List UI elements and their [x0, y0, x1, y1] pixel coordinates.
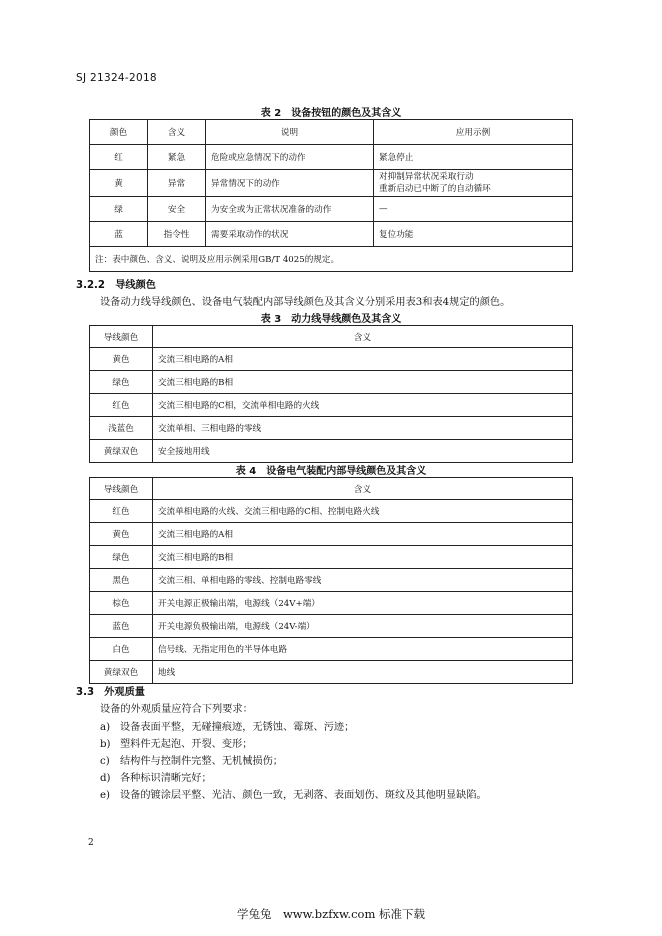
- wire-meaning-cell: 开关电源负极输出端，电源线（24V-端）: [153, 615, 573, 638]
- table-row: [90, 569, 573, 592]
- table3: [89, 325, 573, 463]
- table4-header-color: 导线颜色: [90, 478, 153, 500]
- table2-caption: 表 2 设备按钮的颜色及其含义: [260, 108, 402, 119]
- table-row: [90, 145, 573, 170]
- list-item: [100, 786, 487, 801]
- table-row: [90, 371, 573, 394]
- section-33-heading: 3.3 外观质量: [76, 687, 145, 698]
- section-33-intro: 设备的外观质量应符合下列要求：: [100, 704, 253, 715]
- wire-meaning-cell: 开关电源正极输出端，电源线（24V+端）: [153, 592, 573, 615]
- table-row: [90, 348, 573, 371]
- example-cell: 复位功能: [374, 222, 573, 247]
- wire-meaning-cell: 交流单相、三相电路的零线: [153, 417, 573, 440]
- wire-color-cell: 棕色: [90, 592, 153, 615]
- wire-color-cell: 黄色: [90, 523, 153, 546]
- wire-meaning-cell: 信号线、无指定用色的半导体电路: [153, 638, 573, 661]
- color-cell: 绿: [90, 197, 148, 222]
- wire-color-cell: 红色: [90, 394, 153, 417]
- list-item-label: e): [100, 790, 111, 801]
- table3-header-row: [90, 326, 573, 348]
- wire-color-cell: 黄绿双色: [90, 440, 153, 463]
- wire-meaning-cell: 交流三相电路的A相: [153, 523, 573, 546]
- meaning-cell: 紧急: [148, 145, 206, 170]
- example-line: 对抑制异常状况采取行动: [379, 172, 474, 182]
- table2-header-meaning: 含义: [148, 120, 206, 145]
- table-row: [90, 638, 573, 661]
- list-item: [100, 769, 212, 784]
- color-cell: 蓝: [90, 222, 148, 247]
- table-row: [90, 394, 573, 417]
- wire-meaning-cell: 安全接地用线: [153, 440, 573, 463]
- list-item-text: 塑料件无起泡、开裂、变形；: [120, 739, 253, 750]
- section-322-text: 设备动力线导线颜色、设备电气装配内部导线颜色及其含义分别采用表3和表4规定的颜色。: [100, 297, 511, 308]
- wire-meaning-cell: 交流三相电路的B相: [153, 371, 573, 394]
- wire-color-cell: 绿色: [90, 546, 153, 569]
- wire-color-cell: 红色: [90, 500, 153, 523]
- table2-header-desc: 说明: [206, 120, 374, 145]
- table3-header-meaning: 含义: [153, 326, 573, 348]
- table2: [89, 119, 573, 272]
- table-row: [90, 523, 573, 546]
- color-cell: 黄: [90, 170, 148, 197]
- list-item-text: 设备的镀涂层平整、光洁、颜色一致，无剥落、表面划伤、斑纹及其他明显缺陷。: [120, 790, 487, 801]
- table3-header-color: 导线颜色: [90, 326, 153, 348]
- table-row: [90, 500, 573, 523]
- color-cell: 红: [90, 145, 148, 170]
- wire-color-cell: 黑色: [90, 569, 153, 592]
- desc-cell: 异常情况下的动作: [206, 170, 374, 197]
- list-item-text: 各种标识清晰完好；: [120, 773, 212, 784]
- list-item: [100, 718, 354, 733]
- meaning-cell: 异常: [148, 170, 206, 197]
- table2-note-row: [90, 247, 573, 272]
- document-id: SJ 21324-2018: [76, 72, 157, 84]
- list-item-text: 设备表面平整，无碰撞痕迹，无锈蚀、霉斑、污迹；: [120, 722, 355, 733]
- table-row: [90, 222, 573, 247]
- table2-header-example: 应用示例: [374, 120, 573, 145]
- list-item: [100, 752, 283, 767]
- table4-header-meaning: 含义: [153, 478, 573, 500]
- desc-cell: 危险或应急情况下的动作: [206, 145, 374, 170]
- wire-meaning-cell: 交流三相电路的B相: [153, 546, 573, 569]
- wire-color-cell: 浅蓝色: [90, 417, 153, 440]
- wire-meaning-cell: 交流单相电路的火线、交流三相电路的C相、控制电路火线: [153, 500, 573, 523]
- table-row: [90, 197, 573, 222]
- meaning-cell: 安全: [148, 197, 206, 222]
- table2-header-color: 颜色: [90, 120, 148, 145]
- table-row: [90, 170, 573, 197]
- wire-color-cell: 黄绿双色: [90, 661, 153, 684]
- list-item-label: b): [100, 739, 111, 750]
- wire-meaning-cell: 交流三相电路的C相，交流单相电路的火线: [153, 394, 573, 417]
- wire-meaning-cell: 交流三相电路的A相: [153, 348, 573, 371]
- page-number: 2: [88, 838, 94, 848]
- list-item-label: c): [100, 756, 110, 767]
- wire-color-cell: 白色: [90, 638, 153, 661]
- desc-cell: 需要采取动作的状况: [206, 222, 374, 247]
- table-row: [90, 546, 573, 569]
- wire-color-cell: 绿色: [90, 371, 153, 394]
- list-item-text: 结构件与控制件完整、无机械损伤；: [120, 756, 283, 767]
- section-322-heading: 3.2.2 导线颜色: [76, 280, 156, 291]
- table2-note: 注：表中颜色、含义、说明及应用示例采用GB/T 4025的规定。: [90, 247, 573, 272]
- table3-caption: 表 3 动力线导线颜色及其含义: [260, 314, 402, 325]
- table-row: [90, 417, 573, 440]
- example-cell: [374, 170, 573, 197]
- wire-color-cell: 黄色: [90, 348, 153, 371]
- desc-cell: 为安全或为正常状况准备的动作: [206, 197, 374, 222]
- table4-caption: 表 4 设备电气装配内部导线颜色及其含义: [235, 466, 427, 477]
- list-item-label: d): [100, 773, 111, 784]
- table4-header-row: [90, 478, 573, 500]
- table-row: [90, 592, 573, 615]
- wire-color-cell: 蓝色: [90, 615, 153, 638]
- table-row: [90, 440, 573, 463]
- table-row: [90, 661, 573, 684]
- example-line: 重新启动已中断了的自动循环: [379, 184, 491, 194]
- list-item: [100, 735, 252, 750]
- example-cell: 紧急停止: [374, 145, 573, 170]
- table2-header-row: [90, 120, 573, 145]
- table4: [89, 477, 573, 684]
- footer-watermark: 学兔兔 www.bzfxw.com 标准下载: [236, 907, 426, 921]
- wire-meaning-cell: 交流三相、单相电路的零线、控制电路零线: [153, 569, 573, 592]
- example-cell: —: [374, 197, 573, 222]
- list-item-label: a): [100, 722, 111, 733]
- table-row: [90, 615, 573, 638]
- meaning-cell: 指令性: [148, 222, 206, 247]
- wire-meaning-cell: 地线: [153, 661, 573, 684]
